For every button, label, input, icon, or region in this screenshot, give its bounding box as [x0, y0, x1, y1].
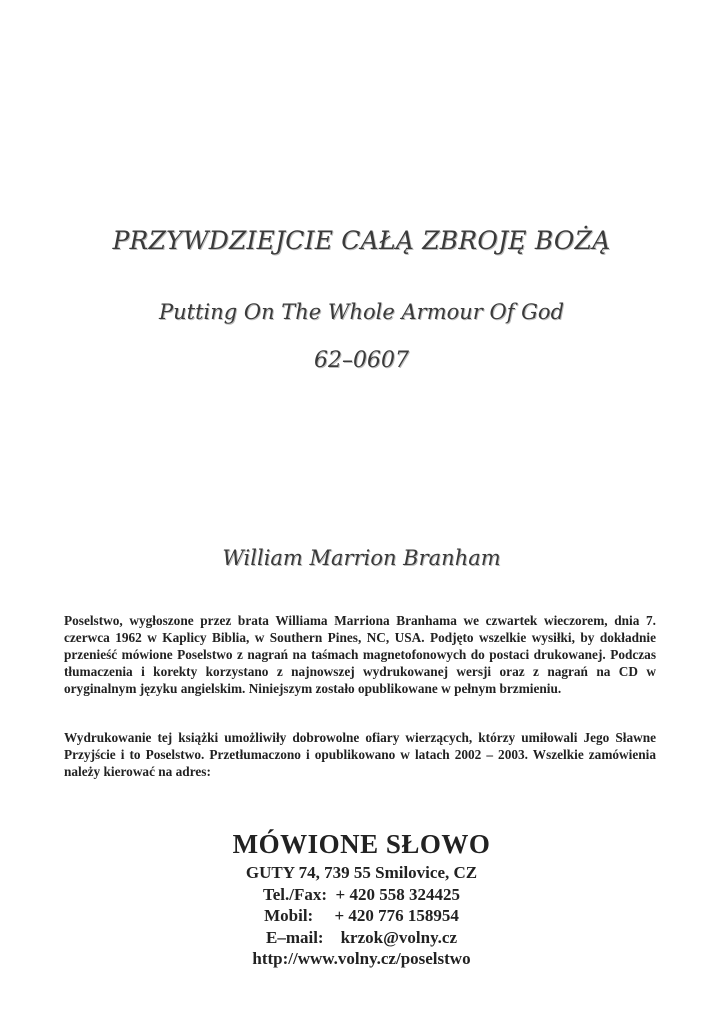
document-title: PRZYWDZIEJCIE CAŁĄ ZBROJĘ BOŻĄ	[112, 226, 611, 255]
organization-name: MÓWIONE SŁOWO	[232, 829, 491, 859]
website-link[interactable]: http://www.volny.cz/poselstwo	[252, 949, 471, 968]
document-subtitle: Putting On The Whole Armour Of God	[158, 300, 565, 324]
author-name: William Marrion Branham	[222, 546, 501, 570]
donation-paragraph: Wydrukowanie tej książki umożliwiły dobrowolne ofiary wierzących, którzy umiłowali Jego Sławne Przyjście i to Poselstwo. Przetłumaczono i opublikowano w latach 2002 – 2003. Wszelkie zamówienia należy kierować na adres:	[64, 730, 656, 779]
contact-block	[0, 826, 723, 970]
postal-address: GUTY 74, 739 55 Smilovice, CZ	[245, 863, 478, 882]
phone-fax: Tel./Fax: + 420 558 324425	[262, 884, 460, 904]
intro-paragraph: Poselstwo, wygłoszone przez brata Williama Marriona Branhama we czwartek wieczorem, dnia 7. czerwca 1962 w Kaplicy Biblia, w Southern Pines, NC, USA. Podjęto wszelkie wysiłki, by dokładnie przenieść mówione Poselstwo z nagrań na taśmach magnetofonowych do postaci drukowanej. Podczas tłumaczenia i korekty korzystano z najnowszej wydrukowanej wersji oraz z nagrań na CD w oryginalnym języku angielskim. Niniejszym zostało opublikowane w pełnym brzmieniu.	[64, 613, 656, 696]
sermon-code: 62–0607	[314, 348, 409, 373]
mobile-phone: Mobil: + 420 776 158954	[264, 906, 459, 925]
email-address: E–mail: krzok@volny.cz	[265, 927, 457, 947]
